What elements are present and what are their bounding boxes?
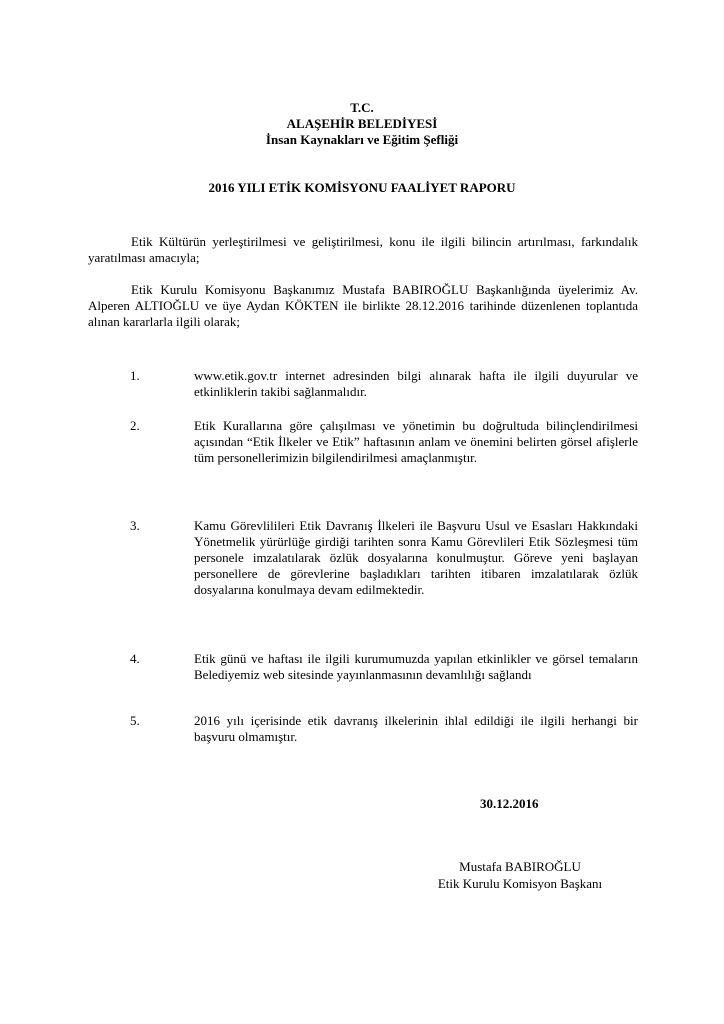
list-item-text: Etik Kurallarına göre çalışılması ve yönetimin bu doğrultuda bilinçlendirilmesi açısından “Etik İlkeler ve Etik” haftasının anlam ve önemini belirten görsel afişlerle tüm personellerimizin bilgilendirilmesi amaçlanmıştır. [194,418,638,465]
list-item-text: www.etik.gov.tr internet adresinden bilgi alınarak hafta ile ilgili duyurular ve etkinliklerin takibi sağlanmalıdır. [194,368,638,399]
intro-paragraph-2-text: Etik Kurulu Komisyonu Başkanımız Mustafa BABIROĞLU Başkanlığında üyelerimiz Av. Alperen ALTIOĞLU ve üye Aydan KÖKTEN ile birlikte 28.12.2016 tarihinde düzenlenen toplantıda alınan kararlarla ilgili olarak; [88,282,638,329]
list-item-text: 2016 yılı içerisinde etik davranış ilkelerinin ihlal edildiği ile ilgili herhangi bir başvuru olmamıştır. [194,713,638,744]
list-item-number: 1. [130,368,140,383]
header-line-department: İnsan Kaynakları ve Eğitim Şefliği [265,132,459,147]
report-title: 2016 YILI ETİK KOMİSYONU FAALİYET RAPORU [208,180,516,195]
document-header [0,100,724,148]
intro-paragraph-1 [88,234,638,266]
signature-name: Mustafa BABIROĞLU [459,859,581,874]
list-item-number: 5. [130,713,140,728]
list-item-number: 3. [130,518,140,533]
header-line-tc: T.C. [350,100,374,115]
list-item-text: Etik günü ve haftası ile ilgili kurumumuzda yapılan etkinlikler ve görsel temaların Belediyemiz web sitesinde yayınlanmasının devamlılığı sağlandı [194,651,638,682]
document-date: 30.12.2016 [480,796,539,811]
header-line-municipality: ALAŞEHİR BELEDİYESİ [286,116,438,131]
signature-block [420,858,620,892]
list-item-number: 4. [130,651,140,666]
intro-paragraph-1-text: Etik Kültürün yerleştirilmesi ve geliştirilmesi, konu ile ilgili bilincin artırılması, farkındalık yaratılması amacıyla; [88,234,638,265]
list-item-number: 2. [130,418,140,433]
list-item-text: Kamu Görevlilileri Etik Davranış İlkeleri ile Başvuru Usul ve Esasları Hakkındaki Yönetmelik yürürlüğe girdiği tarihten sonra Kamu Görevlileri Etik Sözleşmesi tüm personele imzalatılarak özlük dosyalarına konulmuştur. Göreve yeni başlayan personellere de görevlerine başladıkları tarihten itibaren imzalatılarak özlük dosyalarına konulmaya devam edilmektedir. [194,518,638,597]
intro-paragraph-2 [88,282,638,330]
signature-role: Etik Kurulu Komisyon Başkanı [437,876,603,891]
